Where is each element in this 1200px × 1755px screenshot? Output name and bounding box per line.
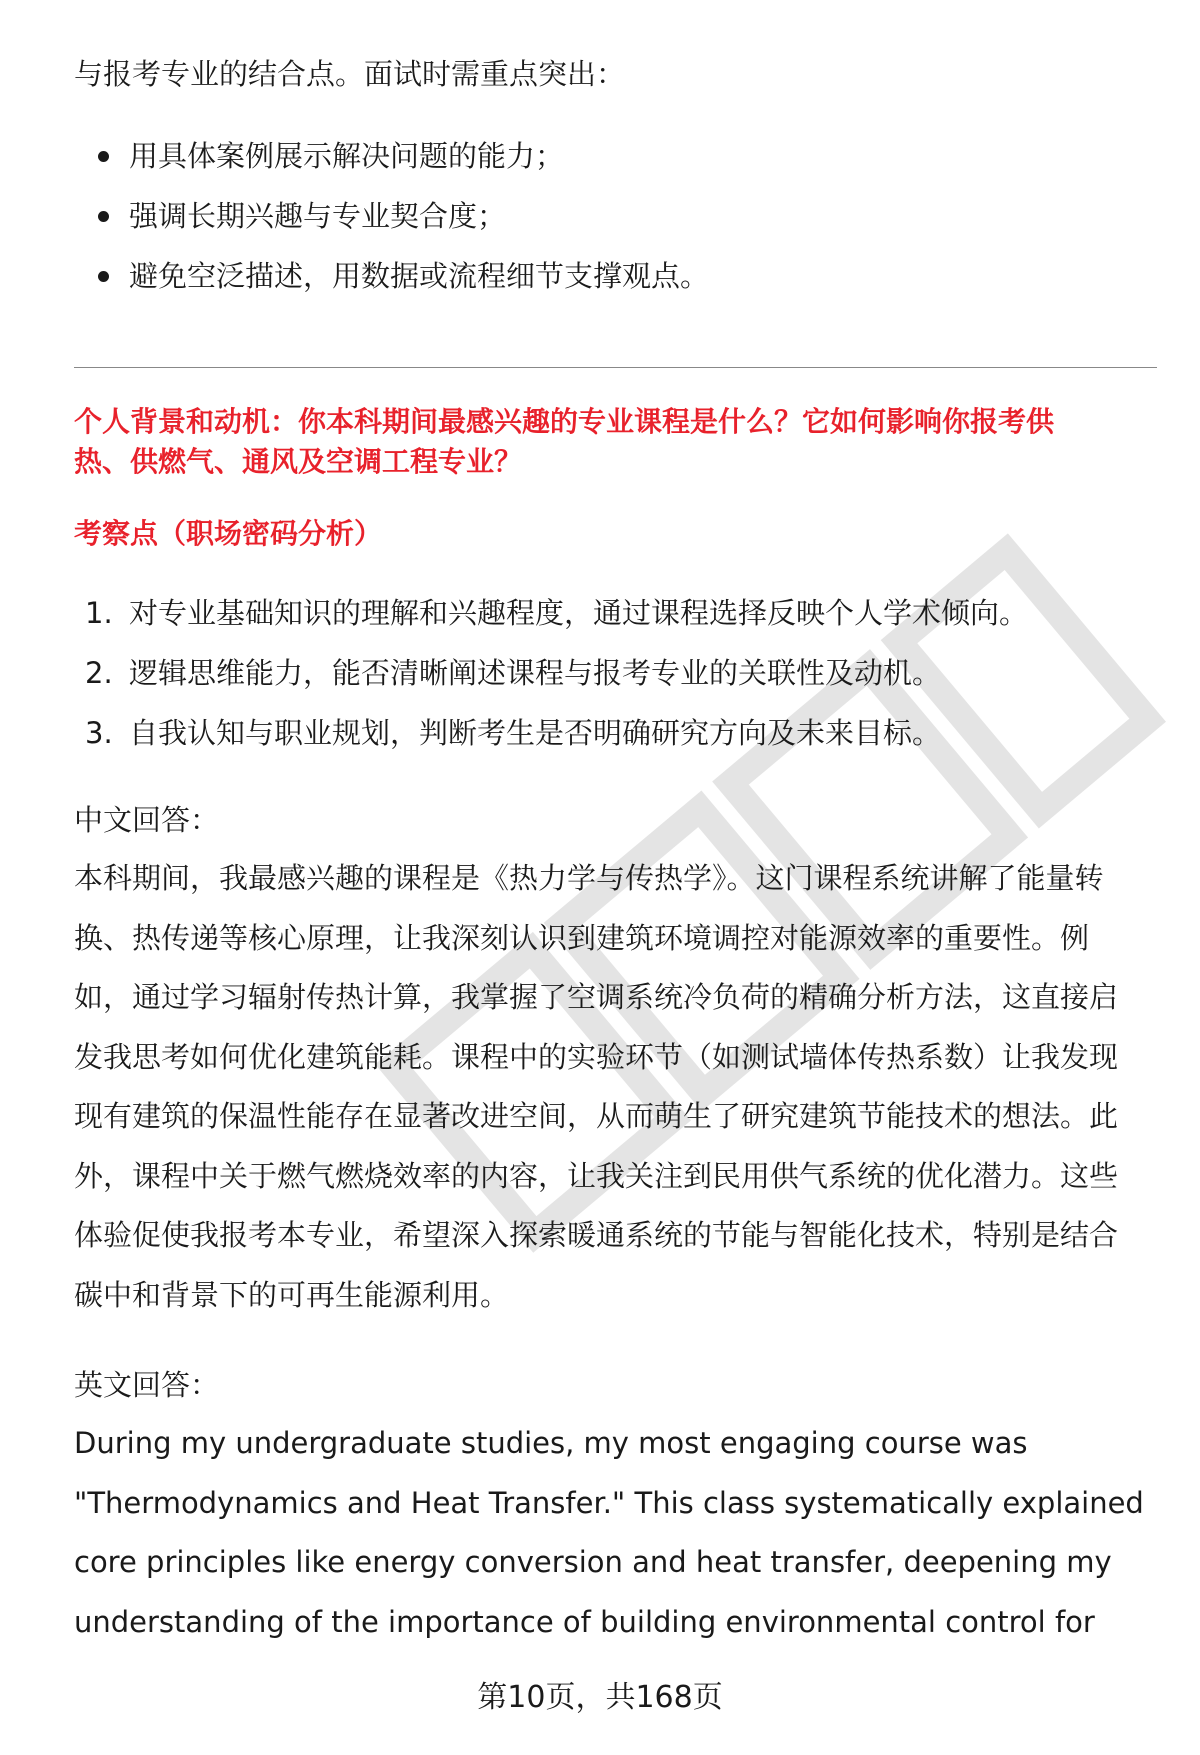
page-number-footer: 第10页，共168页 (477, 1680, 723, 1715)
paragraph-line: core principles like energy conversion and heat transfer, deepening my (74, 1545, 1112, 1579)
list-number: 3. (85, 716, 113, 750)
analysis-heading: 考察点（职场密码分析） (74, 517, 383, 550)
english-answer-label: 英文回答： (74, 1368, 220, 1402)
question-line: 热、供燃气、通风及空调工程专业？ (74, 445, 523, 478)
paragraph-line: 碳中和背景下的可再生能源利用。 (74, 1277, 510, 1312)
key-points-list (74, 136, 709, 316)
list-item-text: 强调长期兴趣与专业契合度； (129, 199, 507, 233)
chinese-answer-label: 中文回答： (74, 803, 220, 837)
bullet-icon (98, 151, 109, 162)
paragraph-line: understanding of the importance of building environmental control for (74, 1604, 1095, 1639)
list-item (74, 593, 1028, 653)
list-item-text: 避免空泛描述，用数据或流程细节支撑观点。 (129, 259, 710, 293)
document-page (74, 0, 1157, 1755)
list-item (74, 136, 709, 196)
english-answer-body (74, 1414, 1157, 1652)
paragraph-line: 体验促使我报考本专业，希望深入探索暖通系统的节能与智能化技术，特别是结合 (74, 1218, 1119, 1252)
list-item (74, 256, 709, 316)
paragraph-line: 发我思考如何优化建筑能耗。课程中的实验环节（如测试墙体传热系数）让我发现 (74, 1039, 1119, 1074)
list-number: 2. (85, 656, 113, 690)
paragraph-line: 换、热传递等核心原理，让我深刻认识到建筑环境调控对能源效率的重要性。例 (74, 920, 1090, 955)
list-item (74, 713, 1028, 773)
analysis-points-list (74, 593, 1028, 773)
list-item-text: 自我认知与职业规划，判断考生是否明确研究方向及未来目标。 (129, 716, 942, 750)
paragraph-line: During my undergraduate studies, my most engaging course was (74, 1426, 1028, 1460)
paragraph-line: 本科期间，我最感兴趣的课程是《热力学与传热学》。这门课程系统讲解了能量转 (74, 861, 1104, 895)
section-divider (74, 367, 1157, 368)
list-number: 1. (85, 596, 113, 630)
bullet-icon (98, 271, 109, 282)
question-line: 个人背景和动机：你本科期间最感兴趣的专业课程是什么？它如何影响你报考供 (74, 405, 1055, 438)
paragraph-line: "Thermodynamics and Heat Transfer." This class systematically explained (74, 1485, 1144, 1520)
question-heading (74, 402, 1054, 482)
list-item-text: 对专业基础知识的理解和兴趣程度，通过课程选择反映个人学术倾向。 (129, 596, 1029, 630)
list-item-text: 用具体案例展示解决问题的能力； (129, 139, 565, 173)
paragraph-line: 外，课程中关于燃气燃烧效率的内容，让我关注到民用供气系统的优化潜力。这些 (74, 1158, 1119, 1193)
bullet-icon (98, 211, 109, 222)
paragraph-line: 现有建筑的保温性能存在显著改进空间，从而萌生了研究建筑节能技术的想法。此 (74, 1099, 1119, 1133)
paragraph-line: 如，通过学习辐射传热计算，我掌握了空调系统冷负荷的精确分析方法，这直接启 (74, 980, 1119, 1014)
list-item (74, 196, 709, 256)
list-item (74, 653, 1028, 713)
intro-line: 与报考专业的结合点。面试时需重点突出： (74, 57, 626, 91)
chinese-answer-body (74, 849, 1157, 1325)
list-item-text: 逻辑思维能力，能否清晰阐述课程与报考专业的关联性及动机。 (129, 656, 942, 690)
